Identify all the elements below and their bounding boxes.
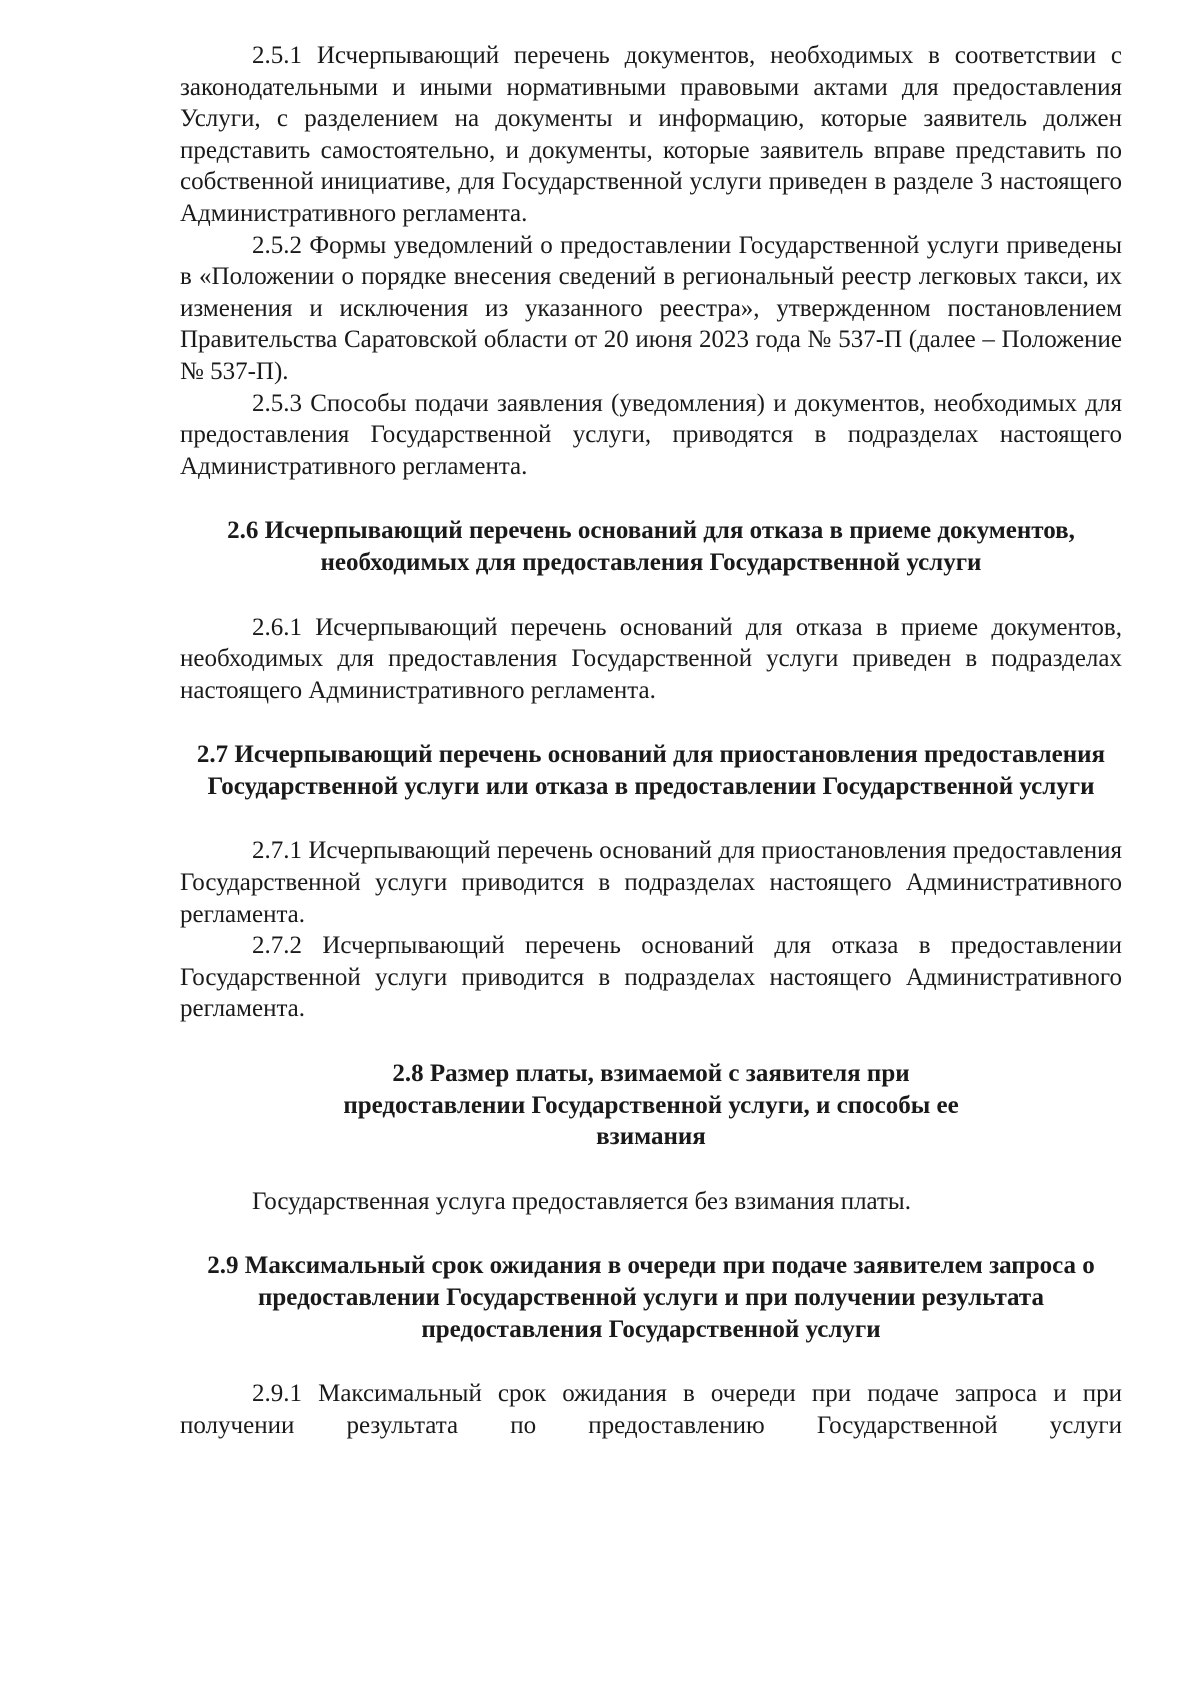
- section-heading-2-8: 2.8 Размер платы, взимаемой с заявителя при предоставлении Государственной услуги, и способы ее взимания: [343, 1060, 959, 1151]
- section-heading-2-7: 2.7 Исчерпывающий перечень оснований для приостановления предоставления Государственной услуги или отказа в предоставлении Государственной услуги: [196, 741, 1106, 800]
- paragraph-2-7-1: 2.7.1 Исчерпывающий перечень оснований для приостановления предоставления Государственной услуги приводится в подразделах настоящего Административного регламента.: [180, 837, 1122, 928]
- paragraph-2-5-3: 2.5.3 Способы подачи заявления (уведомления) и документов, необходимых для предоставления Государственной услуги, приводятся в подразделах настоящего Административного регламента.: [180, 389, 1122, 480]
- paragraph-2-8-text: Государственная услуга предоставляется без взимания платы.: [252, 1187, 911, 1215]
- document-body: [180, 40, 1122, 1441]
- section-heading-2-6: 2.6 Исчерпывающий перечень оснований для отказа в приеме документов, необходимых для предоставления Государственной услуги: [227, 517, 1075, 576]
- section-heading-2-9: 2.9 Максимальный срок ожидания в очереди при подаче заявителем запроса о предоставлении Государственной услуги и при получении результата предоставления Государственной услуги: [207, 1252, 1095, 1343]
- paragraph-2-5-1: 2.5.1 Исчерпывающий перечень документов, необходимых в соответствии с законодательными и иными нормативными правовыми актами для предоставления Услуги, с разделением на документы и информацию, которые заявитель должен представить самостоятельно, и документы, которые заявитель вправе представить по собственной инициативе, для Государственной услуги приведен в разделе 3 настоящего Административного регламента.: [180, 42, 1122, 227]
- paragraph-2-7-2: 2.7.2 Исчерпывающий перечень оснований для отказа в предоставлении Государственной услуги приводится в подразделах настоящего Административного регламента.: [180, 932, 1122, 1023]
- paragraph-2-9-1: 2.9.1 Максимальный срок ожидания в очереди при подаче запроса и при получении результата по предоставлению Государственной услуги: [180, 1380, 1122, 1439]
- paragraph-2-5-2: 2.5.2 Формы уведомлений о предоставлении Государственной услуги приведены в «Положении о порядке внесения сведений в региональный реестр легковых такси, их изменения и исключения из указанного реестра», утвержденном постановлением Правительства Саратовской области от 20 июня 2023 года № 537-П (далее – Положение № 537-П).: [180, 231, 1122, 385]
- paragraph-2-6-1: 2.6.1 Исчерпывающий перечень оснований для отказа в приеме документов, необходимых для предоставления Государственной услуги приведен в подразделах настоящего Административного регламента.: [180, 613, 1122, 704]
